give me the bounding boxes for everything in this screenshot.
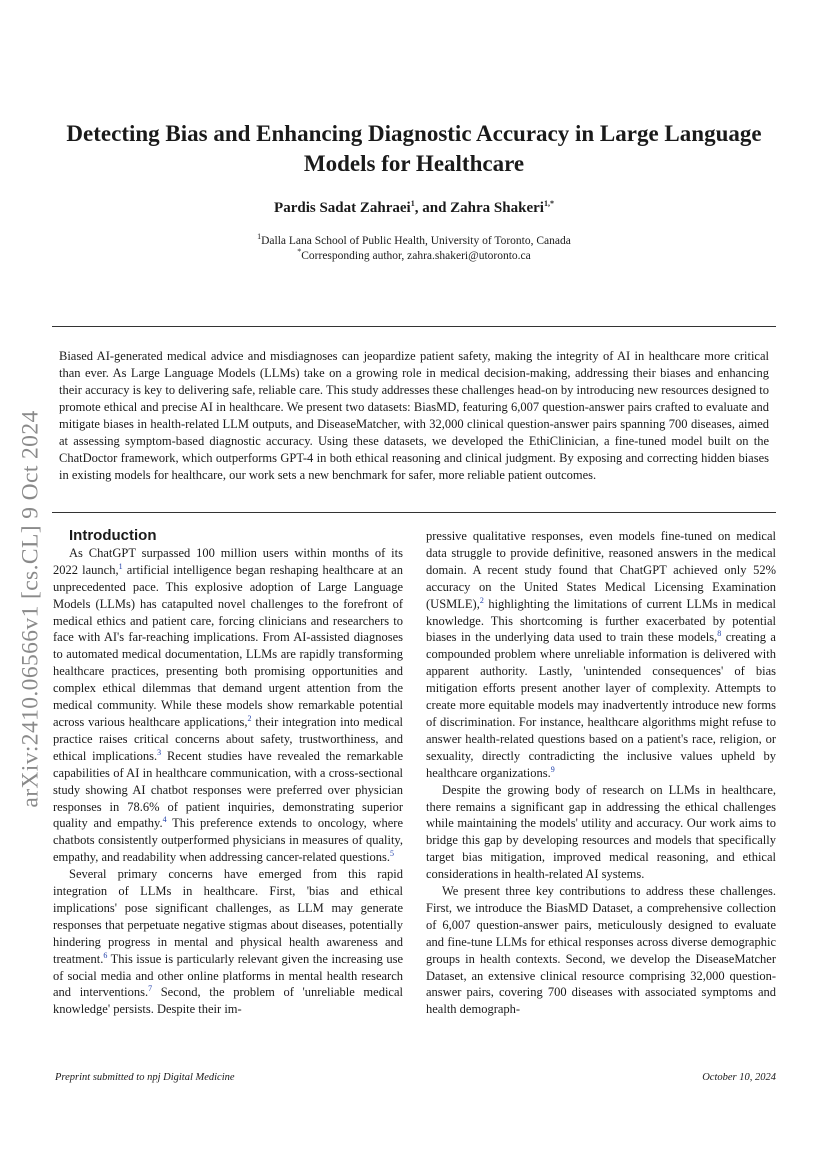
footer-date: October 10, 2024 xyxy=(702,1072,776,1083)
citation-link[interactable]: 5 xyxy=(390,849,395,859)
author-line xyxy=(40,200,788,217)
affiliation-1-text: Dalla Lana School of Public Health, University of Toronto, Canada xyxy=(261,235,571,247)
citation-link[interactable]: 6 xyxy=(103,950,108,960)
text-run: As ChatGPT surpassed 100 million users within months of its 2022 launch, xyxy=(53,545,403,577)
citation-link[interactable]: 7 xyxy=(148,984,153,994)
affiliation-1-mark: 1 xyxy=(257,232,262,242)
text-run: their integration into medical practice raises critical concerns about safety, trustworthiness, and ethical implications. xyxy=(53,714,403,763)
affiliations xyxy=(40,234,788,264)
arxiv-sidebar-identifier xyxy=(11,374,51,844)
text-run: creating a compounded problem where unreliable information is delivered with apparent authority. Lastly, 'unintended consequences' of bias mitigation efforts present another layer of complexity. Attempts to create more equitable models may inadvertently introduce new forms of discrimination. For instance, healthcare algorithms might refuse to answer health-related questions based on a patient's race, religion, or sexuality, directly contradicting the inclusive values upheld by healthcare organizations. xyxy=(426,630,776,780)
text-run: pressive qualitative responses, even models fine-tuned on medical data struggle to provide definitive, reasoned answers in the medical domain. A recent study found that ChatGPT achieved only 52% accuracy on the United States Medical Licensing Examination (USMLE), xyxy=(426,529,776,611)
citation-link[interactable]: 2 xyxy=(247,713,252,723)
citation-link[interactable]: 3 xyxy=(157,747,162,757)
author-2-affil-mark: 1,* xyxy=(543,199,554,208)
section-heading-introduction: Introduction xyxy=(69,527,157,544)
author-1-affil-mark: 1 xyxy=(410,199,415,208)
text-run: Second, the problem of 'unreliable medical knowledge' persists. Despite their im- xyxy=(53,985,403,1017)
corresponding-text: Corresponding author, zahra.shakeri@utoronto.ca xyxy=(301,250,531,262)
abstract-top-rule xyxy=(52,326,776,327)
citation-link[interactable]: 8 xyxy=(717,629,722,639)
corresponding-author xyxy=(40,249,788,264)
citation-link[interactable]: 2 xyxy=(479,595,484,605)
text-run: This preference extends to oncology, where chatbots consistently outperformed physicians in measures of quality, empathy, and readability when addressing cancer-related questions. xyxy=(53,816,403,865)
intro-paragraph-4: We present three key contributions to address these challenges. First, we introduce the BiasMD Dataset, a comprehensive collection of 6,007 question-answer pairs, meticulously designed to evaluate and fine-tune LLMs for ethical responses across diverse demographic groups in health contexts. Second, we develop the DiseaseMatcher Dataset, an extensive clinical resource comprising 32,000 question-answer pairs, covering 700 diseases with associated symptoms and health demograph- xyxy=(426,884,776,1017)
intro-paragraph-2-continued xyxy=(426,528,776,782)
text-run: artificial intelligence began reshaping healthcare at an unprecedented pace. This explosive adoption of Large Language Models (LLMs) has catapulted novel challenges to the forefront of medical ethics and patient care, forcing clinicians and researchers to face with AI's far-reaching implications. From AI-assisted diagnoses to automated medical documentation, LLMs are rapidly transforming healthcare practices, presenting both promising opportunities and complex ethical dilemmas that demand urgent attention from the medical community. While these models show remarkable potential across various healthcare applications, xyxy=(53,562,403,729)
intro-paragraph-3: Despite the growing body of research on LLMs in healthcare, there remains a significant gap in addressing the ethical challenges while maintaining the models' utility and accuracy. Our work aims to bridge this gap by developing resources and models that specifically target bias mitigation, improved medical reasoning, and ethical considerations in health-related AI systems. xyxy=(426,782,776,882)
text-run: highlighting the limitations of current LLMs in medical knowledge. This shortcoming is further exacerbated by potential biases in the underlying data used to train these models, xyxy=(426,596,776,645)
left-column xyxy=(53,528,403,1018)
author-1: Pardis Sadat Zahraei xyxy=(274,200,411,216)
citation-link[interactable]: 1 xyxy=(118,561,123,571)
text-run: This issue is particularly relevant given the increasing use of social media and other online platforms in mental health research and interventions. xyxy=(53,951,403,1000)
author-2: Zahra Shakeri xyxy=(450,200,544,216)
text-run: Several primary concerns have emerged from this rapid integration of LLMs in healthcare. First, 'bias and ethical implications' pose significant challenges, as LLM may generate responses that perpetuate negative stigmas about diseases, potentially hindering progress in mental and physical health awareness and treatment. xyxy=(53,867,403,966)
citation-link[interactable]: 4 xyxy=(162,815,167,825)
corresponding-mark: * xyxy=(297,247,302,257)
arxiv-id-text: arXiv:2410.06566v1 [cs.CL] 9 Oct 2024 xyxy=(17,410,44,808)
footer-preprint-note: Preprint submitted to npj Digital Medicine xyxy=(55,1072,235,1083)
abstract-bottom-rule xyxy=(52,512,776,513)
right-column xyxy=(426,528,776,1018)
author-separator: , and xyxy=(414,200,451,216)
intro-paragraph-1 xyxy=(53,545,403,866)
citation-link[interactable]: 9 xyxy=(550,764,555,774)
intro-paragraph-2 xyxy=(53,866,403,1018)
text-run: Recent studies have revealed the remarkable capabilities of AI in healthcare communication, with a cross-sectional study showing AI chatbot responses were preferred over physician responses in 78.6% of patient inquiries, demonstrating superior quality and empathy. xyxy=(53,748,403,831)
abstract: Biased AI-generated medical advice and misdiagnoses can jeopardize patient safety, making the integrity of AI in healthcare more critical than ever. As Large Language Models (LLMs) take on a growing role in medical decision-making, addressing their biases and enhancing their accuracy is key to delivering safe, reliable care. This study addresses these challenges head-on by introducing new resources designed to promote ethical and precise AI in healthcare. We present two datasets: BiasMD, featuring 6,007 question-answer pairs crafted to evaluate and mitigate biases in health-related LLM outputs, and DiseaseMatcher, with 32,000 clinical question-answer pairs spanning 700 diseases, aimed at assessing symptom-based diagnostic accuracy. Using these datasets, we developed the EthiClinician, a fine-tuned model built on the ChatDoctor framework, which outperforms GPT-4 in both ethical reasoning and clinical judgment. By exposing and correcting hidden biases in existing models for healthcare, our work sets a new benchmark for safer, more reliable patient outcomes. xyxy=(59,349,769,482)
affiliation-1 xyxy=(40,234,788,249)
paper-title: Detecting Bias and Enhancing Diagnostic Accuracy in Large Language Models for Healthcare xyxy=(66,121,762,176)
